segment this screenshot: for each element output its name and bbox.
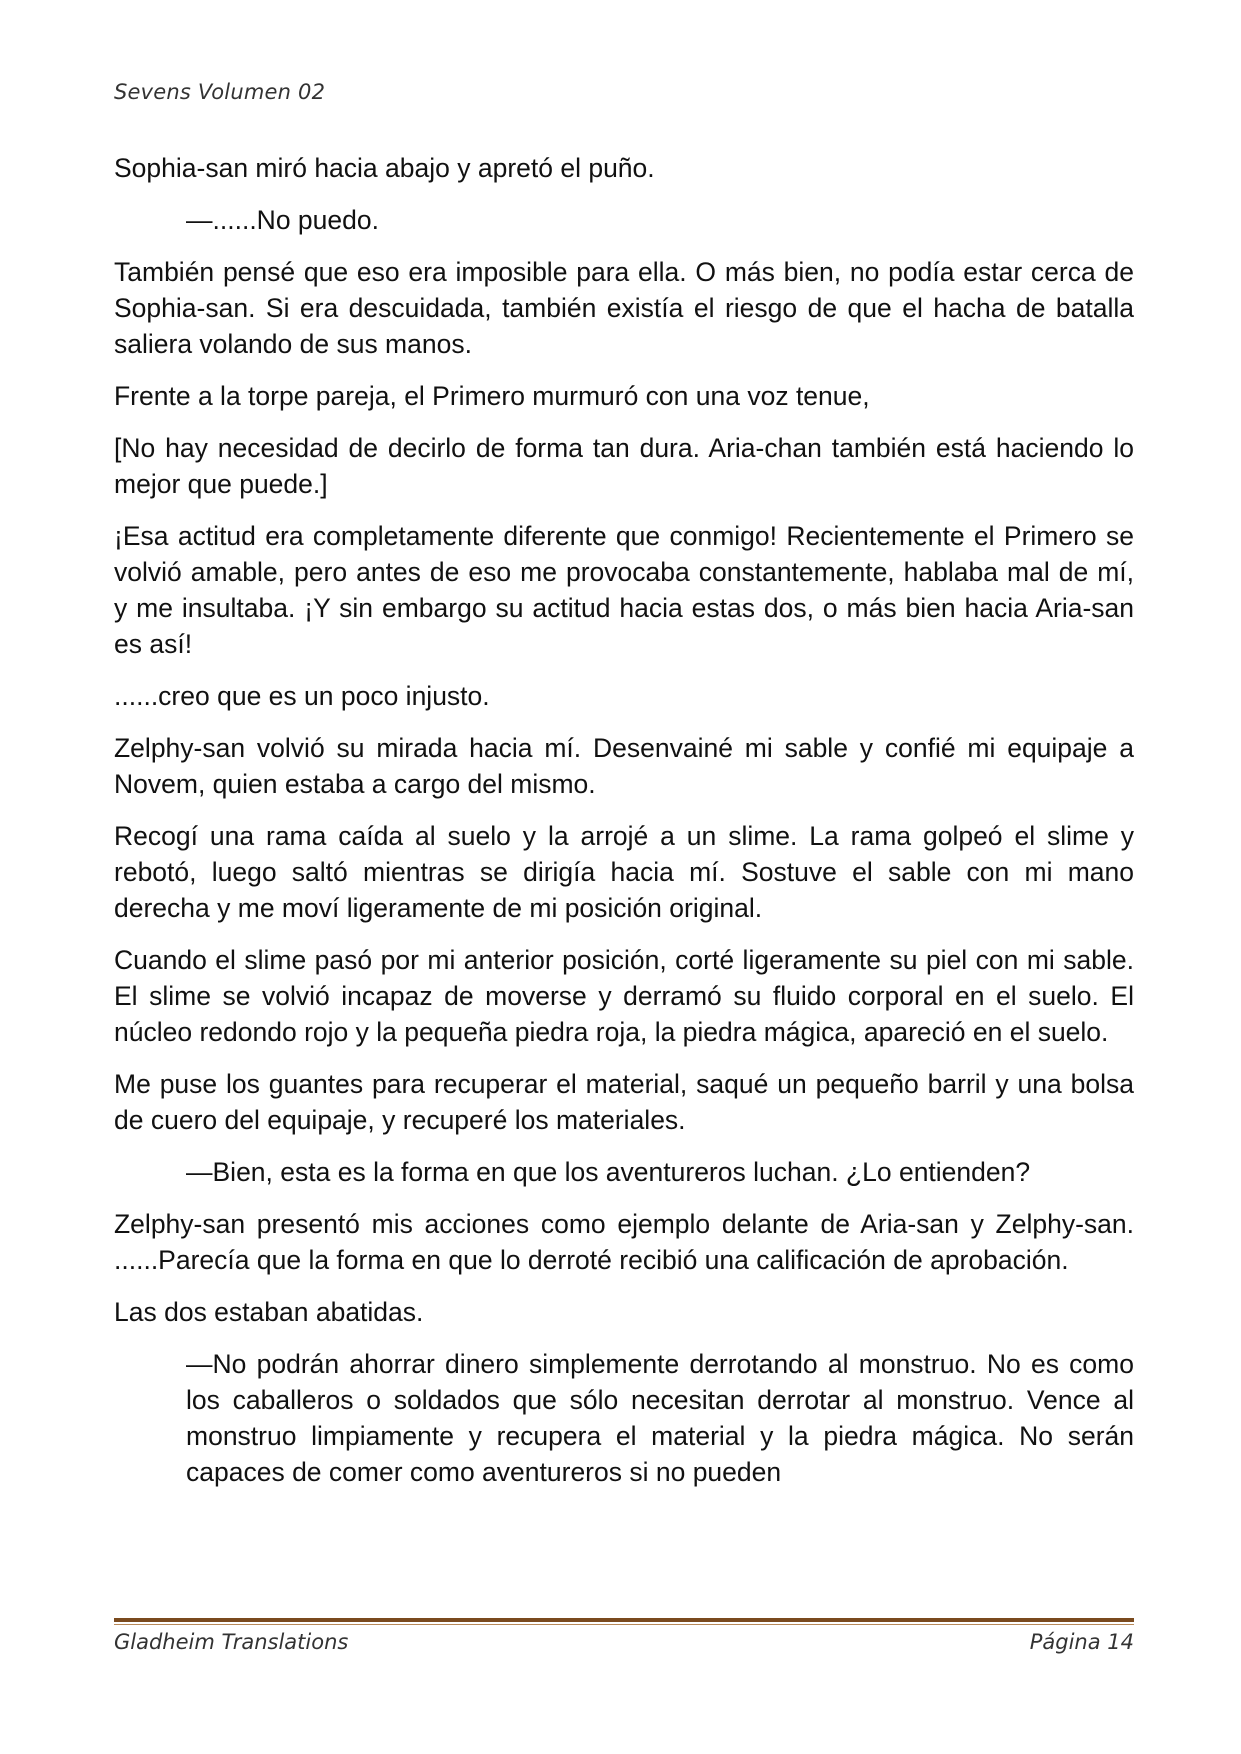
paragraph: ¡Esa actitud era completamente diferente que conmigo! Recientemente el Primero se volvió amable, pero antes de eso me provocaba constantemente, hablaba mal de mí, y me insultaba. ¡Y sin embargo su actitud hacia estas dos, o más bien hacia Aria-san es así! xyxy=(114,521,1134,659)
dialogue-paragraph: —Bien, esta es la forma en que los aventureros luchan. ¿Lo entienden? xyxy=(186,1157,1031,1187)
running-header-title: Sevens Volumen 02 xyxy=(114,80,326,104)
paragraph: ......creo que es un poco injusto. xyxy=(114,681,490,711)
paragraph: Me puse los guantes para recuperar el material, saqué un pequeño barril y una bolsa de cuero del equipaje, y recuperé los materiales. xyxy=(114,1069,1134,1135)
paragraph: Cuando el slime pasó por mi anterior posición, corté ligeramente su piel con mi sable. El slime se volvió incapaz de moverse y derramó su fluido corporal en el suelo. El núcleo redondo rojo y la pequeña piedra roja, la piedra mágica, apareció en el suelo. xyxy=(114,945,1134,1047)
footer-publisher: Gladheim Translations xyxy=(114,1630,349,1654)
paragraph: Recogí una rama caída al suelo y la arrojé a un slime. La rama golpeó el slime y rebotó, luego saltó mientras se dirigía hacia mí. Sostuve el sable con mi mano derecha y me moví ligeramente de mi posición original. xyxy=(114,821,1134,923)
paragraph: Las dos estaban abatidas. xyxy=(114,1297,424,1327)
footer-divider-thin xyxy=(114,1624,1134,1625)
footer-divider xyxy=(114,1618,1134,1626)
paragraph: [No hay necesidad de decirlo de forma tan dura. Aria-chan también está haciendo lo mejor que puede.] xyxy=(114,433,1134,499)
paragraph: Frente a la torpe pareja, el Primero murmuró con una voz tenue, xyxy=(114,381,870,411)
paragraph: Zelphy-san presentó mis acciones como ejemplo delante de Aria-san y Zelphy-san. ......Parecía que la forma en que lo derroté recibió una calificación de aprobación. xyxy=(114,1209,1134,1275)
dialogue-paragraph: —......No puedo. xyxy=(186,205,379,235)
paragraph: Sophia-san miró hacia abajo y apretó el puño. xyxy=(114,153,655,183)
paragraph: También pensé que eso era imposible para ella. O más bien, no podía estar cerca de Sophia-san. Si era descuidada, también existía el riesgo de que el hacha de batalla saliera volando de sus manos. xyxy=(114,257,1134,359)
footer-divider-thick xyxy=(114,1618,1134,1622)
footer-page-number: Página 14 xyxy=(1029,1630,1134,1654)
dialogue-paragraph: —No podrán ahorrar dinero simplemente derrotando al monstruo. No es como los caballeros o soldados que sólo necesitan derrotar al monstruo. Vence al monstruo limpiamente y recupera el material y la piedra mágica. No serán capaces de comer como aventureros si no pueden xyxy=(186,1349,1134,1487)
paragraph: Zelphy-san volvió su mirada hacia mí. Desenvainé mi sable y confié mi equipaje a Novem, quien estaba a cargo del mismo. xyxy=(114,733,1134,799)
page-body xyxy=(114,150,1134,1506)
